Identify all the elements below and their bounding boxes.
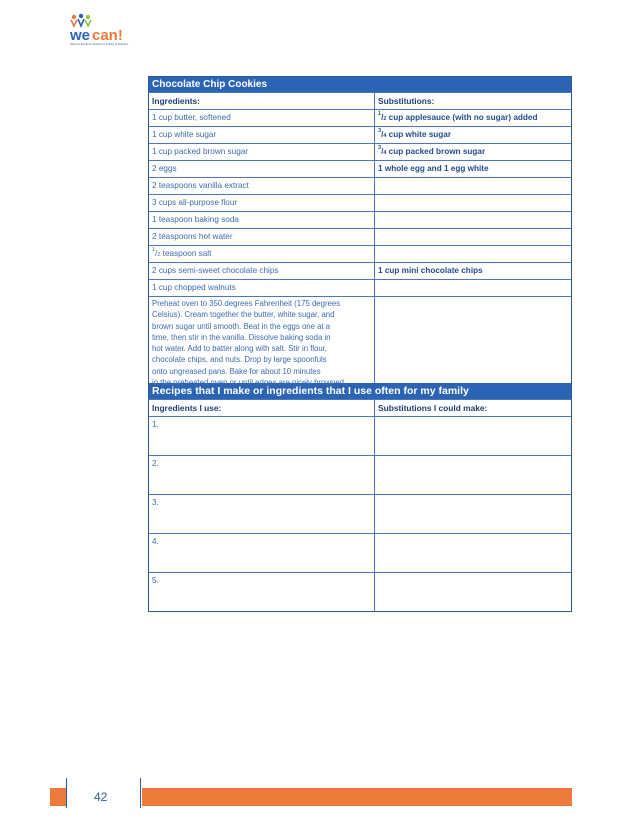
family-entry-row (149, 533, 571, 572)
svg-text:Ways to Enhance Children's Act: Ways to Enhance Children's Activity & Nutrition (70, 42, 129, 46)
ingredient-cell: 1 cup packed brown sugar (149, 144, 375, 160)
substitution-cell: 1 cup mini chocolate chips (378, 266, 483, 275)
svg-text:we: we (70, 27, 91, 44)
ingredient-row (149, 245, 571, 262)
ingredient-row (149, 177, 571, 194)
substitution-cell (375, 246, 571, 262)
family-entry-row (149, 494, 571, 533)
family-entry-row (149, 572, 571, 611)
instruction-line: time, then stir in the vanilla. Dissolve baking soda in (152, 332, 331, 342)
substitution-entry-field[interactable] (375, 417, 571, 455)
substitution-entry-field[interactable] (375, 573, 571, 611)
instruction-line: brown sugar until smooth. Beat in the eggs one at a (152, 321, 331, 331)
ingredients-heading: Ingredients: (149, 93, 375, 109)
svg-text:can!: can! (92, 27, 123, 44)
ingredient-entry-field[interactable]: 1. (149, 417, 375, 455)
ingredient-cell: 1 cup white sugar (149, 127, 375, 143)
ingredient-entry-field[interactable]: 4. (149, 534, 375, 572)
ingredient-cell: 2 teaspoons vanilla extract (149, 178, 375, 194)
substitution-text: cup applesauce (with no sugar) added (386, 113, 538, 122)
page-number: 42 (94, 790, 108, 804)
ingredients-i-use-heading: Ingredients I use: (149, 400, 375, 416)
family-section-title: Recipes that I make or ingredients that I use often for my family (149, 383, 571, 399)
recipe-worksheet (148, 76, 572, 612)
ingredient-cell: $^1$/2 teaspoon salt (149, 246, 375, 262)
family-entry-row (149, 455, 571, 494)
fraction-denominator: 2 (383, 116, 387, 122)
recipe-title: Chocolate Chip Cookies (149, 77, 571, 92)
instructions-empty-cell (375, 297, 571, 383)
footer-divider-left (66, 778, 67, 808)
ingredient-cell: 2 eggs (149, 161, 375, 177)
instruction-line: Celsius). Cream together the butter, white sugar, and (152, 310, 335, 320)
ingredient-cell: 2 teaspoons hot water (149, 229, 375, 245)
we-can-logo (68, 12, 134, 46)
substitution-cell (375, 229, 571, 245)
family-header-row (149, 399, 571, 416)
substitution-text: cup packed brown sugar (386, 147, 486, 156)
ingredient-cell: 1 cup butter, softened (149, 110, 375, 126)
footer-bar-right (142, 788, 572, 806)
ingredient-cell: 2 cups semi-sweet chocolate chips (149, 263, 375, 279)
ingredient-row (149, 228, 571, 245)
ingredient-row (149, 194, 571, 211)
instruction-line: onto ungreased pans. Bake for about 10 minutes (152, 366, 321, 376)
recipe-header-row (149, 92, 571, 109)
footer-divider-right (140, 778, 141, 808)
ingredient-row (149, 143, 571, 160)
ingredient-row (149, 109, 571, 126)
instruction-line: hot water. Add to batter along with salt. Stir in flour, (152, 344, 328, 354)
ingredient-entry-field[interactable]: 2. (149, 456, 375, 494)
substitution-entry-field[interactable] (375, 534, 571, 572)
ingredient-row (149, 211, 571, 228)
ingredient-entry-field[interactable]: 3. (149, 495, 375, 533)
fraction-denominator: 4 (383, 133, 387, 139)
ingredient-cell: 1 teaspoon baking soda (149, 212, 375, 228)
fraction-denominator: 2 (157, 252, 161, 258)
ingredient-cell: 3 cups all-purpose flour (149, 195, 375, 211)
substitution-cell: $^3$/4 cup packed brown sugar (378, 145, 486, 156)
substitution-cell: $^1$/2 cup applesauce (with no sugar) added (378, 111, 538, 122)
instructions-row (149, 296, 571, 383)
ingredient-row (149, 262, 571, 279)
ingredient-cell: 1 cup chopped walnuts (149, 280, 375, 296)
fraction-denominator: 4 (383, 150, 387, 156)
footer-bar-left (50, 788, 66, 806)
substitutions-heading: Substitutions: (378, 96, 435, 106)
substitution-cell (375, 195, 571, 211)
instruction-line: chocolate chips, and nuts. Drop by large spoonfuls (152, 355, 327, 365)
fraction-numerator: 1 (152, 247, 156, 253)
substitution-cell (375, 178, 571, 194)
fraction-numerator: 1 (378, 111, 382, 117)
ingredient-text: teaspoon salt (160, 249, 212, 258)
substitution-cell (375, 212, 571, 228)
substitution-entry-field[interactable] (375, 456, 571, 494)
substitution-cell: $^3$/4 cup white sugar (378, 128, 452, 139)
instructions-text (149, 297, 375, 383)
ingredient-row (149, 126, 571, 143)
ingredient-row (149, 279, 571, 296)
substitution-text: cup white sugar (386, 130, 452, 139)
substitutions-i-could-make-heading: Substitutions I could make: (378, 403, 488, 413)
instruction-line: Preheat oven to 350 degrees Fahrenheit (175 degrees (152, 299, 341, 308)
substitution-cell (375, 280, 571, 296)
we-can-logo-graphic (68, 12, 134, 46)
fraction-numerator: 3 (378, 145, 382, 151)
substitution-entry-field[interactable] (375, 495, 571, 533)
family-entry-row (149, 416, 571, 455)
ingredient-entry-field[interactable]: 5. (149, 573, 375, 611)
ingredient-row (149, 160, 571, 177)
fraction-numerator: 3 (378, 128, 382, 134)
substitution-cell: 1 whole egg and 1 egg white (378, 164, 489, 173)
